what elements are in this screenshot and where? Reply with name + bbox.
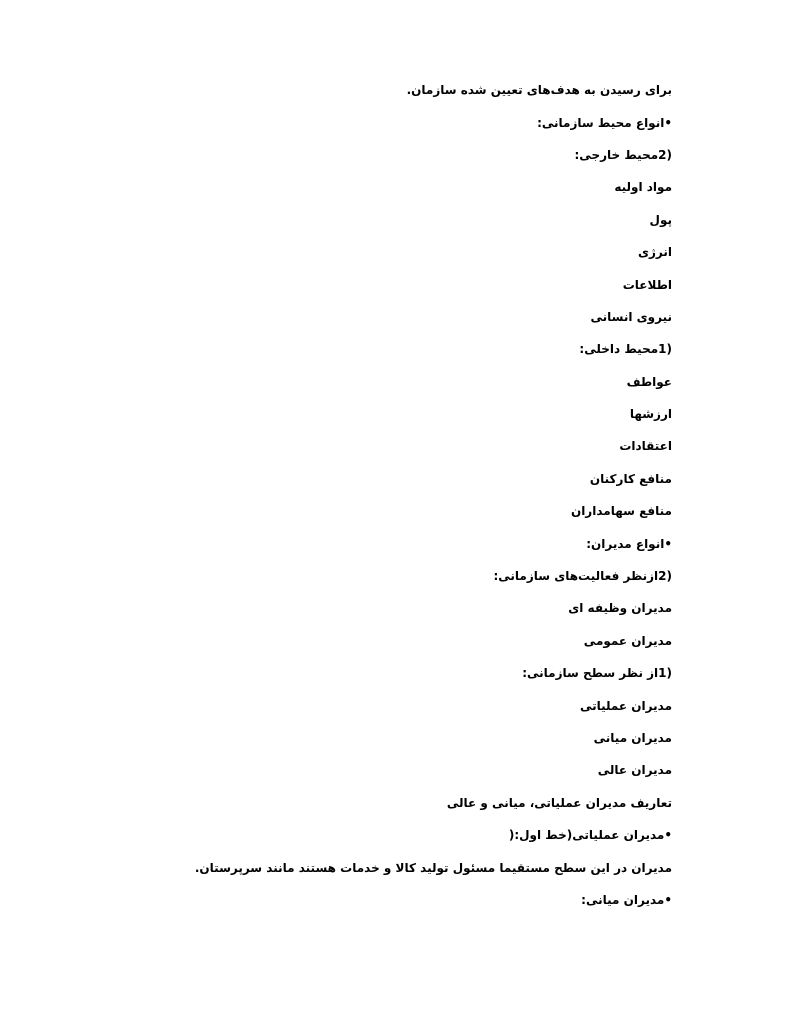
text-line: ارزشها xyxy=(629,407,672,421)
text-line: مدیران عمومی xyxy=(583,634,672,648)
text-line: مدیران در این سطح مستقیما مسئول تولید کالا و خدمات هستند مانند سرپرستان. xyxy=(194,861,672,875)
text-line: مدیران عملیاتی xyxy=(579,699,672,713)
text-line: •مدیران میانی: xyxy=(581,893,672,907)
text-line: پول xyxy=(649,213,672,227)
text-line: (1از نظر سطح سازمانی: xyxy=(522,666,672,680)
text-line: •انواع مدیران: xyxy=(586,537,672,551)
text-line: •مدیران عملیاتی(خط اول:( xyxy=(508,828,672,842)
text-line: (2محیط خارجی: xyxy=(574,148,672,162)
text-line: نیروی انسانی xyxy=(590,310,672,324)
text-line: (2ازنظر فعالیت‌های سازمانی: xyxy=(493,569,672,583)
text-line: مواد اولیه xyxy=(614,180,672,194)
text-line: تعاریف مدیران عملیاتی، میانی و عالی xyxy=(446,796,672,810)
text-line: برای رسیدن به هدف‌های تعیین شده سازمان. xyxy=(406,83,672,97)
text-line: (1محیط داخلی: xyxy=(579,342,672,356)
text-line: مدیران میانی xyxy=(593,731,672,745)
text-line: عواطف xyxy=(626,375,672,389)
text-line: اطلاعات xyxy=(622,278,672,292)
text-line: انرژی xyxy=(638,245,672,259)
text-line: منافع سهامداران xyxy=(570,504,672,518)
text-line: مدیران عالی xyxy=(597,763,672,777)
text-line: مدیران وظیفه ای xyxy=(568,601,672,615)
text-line: اعتقادات xyxy=(619,439,672,453)
text-line: منافع کارکنان xyxy=(589,472,672,486)
text-line: •انواع محیط سازمانی: xyxy=(537,116,672,130)
